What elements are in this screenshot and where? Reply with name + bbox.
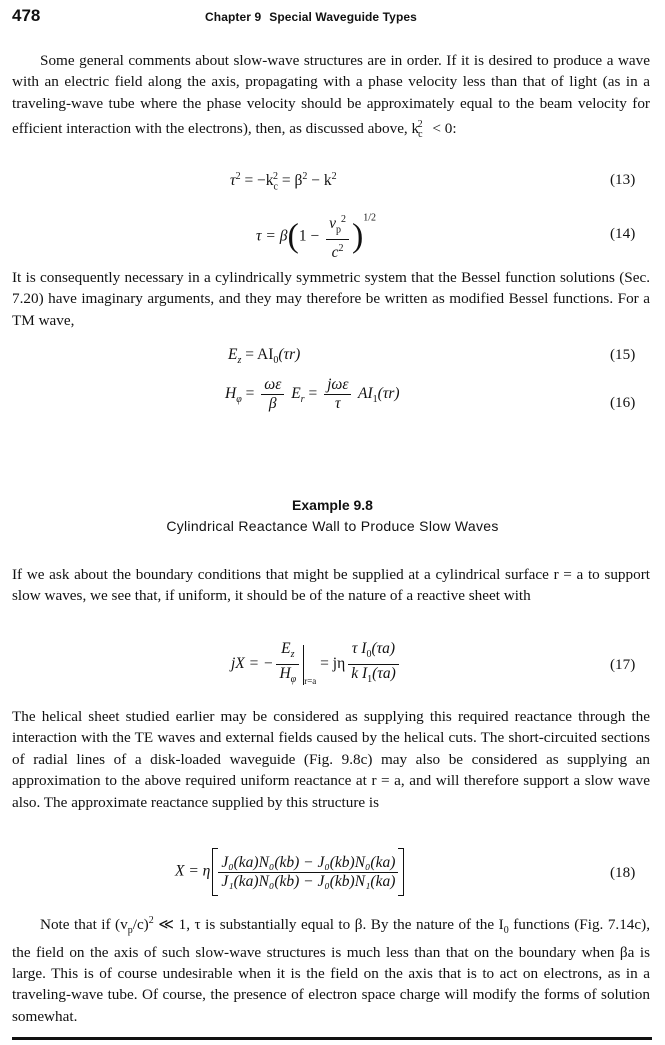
- equation-number: (14): [610, 225, 636, 242]
- equation-number: (16): [610, 394, 636, 411]
- paragraph-note: Note that if $(v_p/c)^2$ ≪ 1, τ is substantially equal to β. By the nature of the $I_0$ functions (Fig. 7.14c), the field on the axis of such slow-wave structures is much less than that on the boundary when βa is large. This is of course undesirable when it is the field on the axis that is to act on electrons, as in a traveling-wave tube. Of course, the presence of electron space charge will modify the forms of solution somewhat.: [12, 915, 651, 1025]
- example-subtitle: Cylindrical Reactance Wall to Produce Slow Waves: [166, 518, 499, 534]
- chapter-title: Special Waveguide Types: [269, 10, 417, 24]
- page-number: 478: [12, 6, 41, 25]
- example-title: Example 9.8: [292, 497, 373, 513]
- equation-number: (13): [610, 171, 636, 188]
- paragraph-helical-sheet: The helical sheet studied earlier may be considered as supplying this required reactance through the interaction with the TE waves and external fields caused by the helical cuts. The short-circuited sections of radial lines of a disk-loaded waveguide (Fig. 9.8c) may also be considered as supplying an approximation to the above required uniform reactance at r = a, and will therefore support a slow wave also. The approximate reactance supplied by this structure is: [12, 708, 650, 811]
- paragraph-slow-wave-intro: Some general comments about slow-wave structures are in order. If it is desired to produce a wave with an electric field along the axis, propagating with a phase velocity less than that of light (as in a traveling-wave tube where the phase velocity should be approximately equal to the beam velocity for efficient interaction with the electrons), then, as discussed above, $k_c^2 < 0$:: [12, 52, 650, 141]
- equation-number: (17): [610, 656, 636, 673]
- equation-number: (18): [610, 864, 636, 881]
- bottom-rule: [12, 1037, 652, 1040]
- equation-number: (15): [610, 346, 636, 363]
- paragraph-bessel-solutions: It is consequently necessary in a cylindrically symmetric system that the Bessel function solutions (Sec. 7.20) have imaginary arguments, and they may therefore be written as modified Bessel functions. For a TM wave,: [12, 269, 650, 329]
- running-header: [12, 6, 652, 30]
- paragraph-boundary-conditions: If we ask about the boundary conditions that might be supplied at a cylindrical surface r = a to support slow waves, we see that, if uniform, it should be of the nature of a reactive sheet with: [12, 566, 650, 605]
- book-page: 478 Chapter 9 Special Waveguide Types Some general comments about slow-wave structures are in order. If it is desired to produce a wave with an electric field along the axis, propagating with a phase velocity less than that of light (as in a traveling-wave tube where the phase velocity should be approximately equal to the beam velocity for efficient interaction with the electrons), then, as discussed above, $k_c^2 < 0$: $\tau^2 = -k_c^2 = \beta^2 - k^2$ (13) τ = β(1 − $\frac{v_p^2}{c^2}$ )$^{1/2}$ (14) It is consequently necessary in a cylindrically symmetric system that the Bessel function solutions (Sec. 7.20) have imaginary arguments, and they may therefore be written as modified Bessel functions. For a TM wave, $E_z = AI_0(\tau r)$ (15) $H_\varphi$ = $\frac{\omega\varepsilon}{\beta}$ $E_r$ = $\frac{\text{jωε}}{\tau}$ $AI_1(\tau r)$ (16) Example 9.8 Cylindrical Reactance Wall to Produce Slow Waves If we ask about the boundary conditions that might be supplied at a cylindrical surface r = a to support slow waves, we see that, if uniform, it should be of the nature of a reactive sheet with jX = − $\frac{E_z}{H_\varphi}$ $_{r=a}$ = jη $\frac{\tau I_0(\tau a)}{k I_1(\tau a)}$ (17) The helical sheet studied earlier may be considered as supplying this required reactance through the interaction with the TE waves and external fields caused by the helical cuts. The short-circuited sections of radial lines of a disk-loaded waveguide (Fig. 9.8c) may also be considered as supplying an approximation to the above required uniform reactance at r = a, and will therefore support a slow wave also. The approximate reactance supplied by this structure is X = η $\frac{\text{J₀(ka)N₀(kb) − J₀(kb)N₀(ka)}}{\text{J₁(ka)N₀(kb) − J₀(kb)N₁(ka)}}$ (18) Note that if $(v_p/c)^2$ ≪ 1, τ is substantially equal to β. By the nature of the $I_0$ functions (Fig. 7.14c), the field on the axis of such slow-wave structures is much less than that on the boundary when βa is large. This is of course undesirable when it is the field on the axis that is to act on electrons, as in a traveling-wave tube. Of course, the presence of electron space charge will modify the forms of solution somewhat.: [0, 0, 665, 1045]
- running-title: [205, 10, 417, 24]
- chapter-label: Chapter 9: [205, 10, 262, 24]
